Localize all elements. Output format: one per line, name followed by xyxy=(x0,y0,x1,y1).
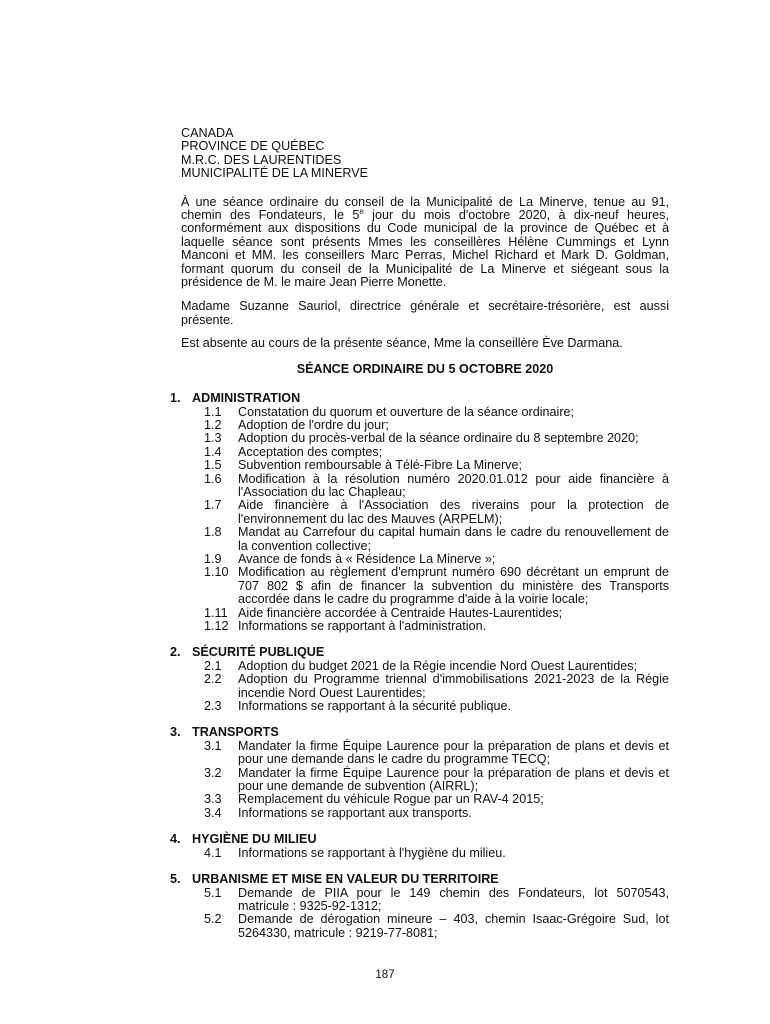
agenda-item-number: 1.6 xyxy=(204,471,222,486)
agenda-item xyxy=(181,740,669,767)
section-title: TRANSPORTS xyxy=(192,725,279,740)
agenda-item xyxy=(181,446,669,459)
section-title: URBANISME ET MISE EN VALEUR DU TERRITOIRE xyxy=(192,872,499,887)
agenda-item-number: 5.2 xyxy=(204,912,222,927)
agenda-item-number: 1.9 xyxy=(204,551,222,566)
agenda-item-number: 1.1 xyxy=(204,404,222,419)
agenda-item-text: Subvention remboursable à Télé-Fibre La Minerve; xyxy=(238,458,522,473)
agenda-item-text: Informations se rapportant aux transports. xyxy=(238,805,472,820)
section-items xyxy=(181,740,669,820)
section-number: 1. xyxy=(170,391,181,406)
intro-paragraph xyxy=(181,196,669,290)
agenda-item-text: Mandater la firme Équipe Laurence pour la préparation de plans et devis et pour une demande dans le cadre du programme TECQ; xyxy=(238,738,669,767)
section-items xyxy=(181,406,669,634)
header-block xyxy=(181,127,669,181)
agenda-item-text: Informations se rapportant à l'administration. xyxy=(238,619,487,633)
agenda-item xyxy=(181,432,669,445)
section-heading xyxy=(170,392,669,405)
section-number: 5. xyxy=(170,872,181,887)
agenda-item xyxy=(181,793,669,806)
agenda-item xyxy=(181,473,669,500)
agenda-item xyxy=(181,419,669,432)
section-heading xyxy=(170,873,669,886)
agenda-item-number: 1.4 xyxy=(204,444,222,459)
agenda-section xyxy=(170,391,669,633)
agenda-item-number: 1.8 xyxy=(204,525,222,540)
agenda-item-text: Adoption du procès-verbal de la séance ordinaire du 8 septembre 2020; xyxy=(238,431,639,446)
intro-superscript: e xyxy=(359,206,364,216)
section-number: 4. xyxy=(170,832,181,847)
agenda-section xyxy=(170,645,669,714)
agenda-item xyxy=(181,620,669,633)
agenda-item xyxy=(181,526,669,553)
section-title: HYGIÈNE DU MILIEU xyxy=(192,832,317,847)
agenda-item-number: 2.3 xyxy=(204,699,222,714)
agenda-item xyxy=(181,607,669,620)
agenda-item-text: Adoption de l'ordre du jour; xyxy=(238,417,389,432)
agenda-item-text: Modification à la résolution numéro 2020.01.012 pour aide financière à l'Association du lac Chapleau; xyxy=(238,471,669,499)
agenda-item-text: Informations se rapportant à l'hygiène du milieu. xyxy=(238,845,506,860)
agenda-item-number: 1.7 xyxy=(204,498,222,513)
agenda-item-number: 2.2 xyxy=(204,672,222,687)
agenda-sections xyxy=(170,391,669,940)
agenda-item xyxy=(181,566,669,606)
agenda-section xyxy=(170,725,669,820)
section-heading xyxy=(170,833,669,846)
agenda-item-number: 3.4 xyxy=(204,805,222,820)
agenda-item-number: 1.3 xyxy=(204,431,222,446)
section-number: 3. xyxy=(170,725,181,740)
section-number: 2. xyxy=(170,645,181,660)
director-paragraph: Madame Suzanne Sauriol, directrice générale et secrétaire-trésorière, est aussi présente. xyxy=(181,299,669,327)
agenda-item-text: Mandater la firme Équipe Laurence pour la préparation de plans et devis et pour une demande de subvention (AIRRL); xyxy=(238,765,669,794)
intro-text-part1: À une séance ordinaire du conseil de la Municipalité de La Minerve, tenue au 91, chemin des Fondateurs, le 5 xyxy=(181,194,669,223)
intro-text-part2: jour du mois d'octobre 2020, à dix-neuf heures, conformément aux dispositions du Code municipal de la province de Québec et à laquelle séance sont présents Mmes les conseillères Hélène Cummings et Lynn Manconi et MM. les conseillers Marc Perras, Michel Richard et Mark D. Goldman, formant quorum du conseil de la Municipalité de La Minerve et siégeant sous la présidence de M. le maire Jean Pierre Monette. xyxy=(181,208,669,290)
agenda-item-text: Mandat au Carrefour du capital humain dans le cadre du renouvellement de la convention collective; xyxy=(238,525,669,553)
agenda-item xyxy=(181,660,669,673)
agenda-item-number: 1.12 xyxy=(204,619,229,633)
agenda-item xyxy=(181,553,669,566)
absence-paragraph: Est absente au cours de la présente séance, Mme la conseillère Ève Darmana. xyxy=(181,336,623,351)
agenda-item-text: Remplacement du véhicule Rogue par un RAV-4 2015; xyxy=(238,792,544,807)
header-province: PROVINCE DE QUÉBEC xyxy=(181,139,325,154)
agenda-item-text: Acceptation des comptes; xyxy=(238,444,383,459)
agenda-item xyxy=(181,406,669,419)
agenda-section xyxy=(170,832,669,860)
agenda-item xyxy=(181,673,669,700)
agenda-item-text: Demande de dérogation mineure – 403, chemin Isaac-Grégoire Sud, lot 5264330, matricule : 9219-77-8081; xyxy=(238,912,669,940)
agenda-item xyxy=(181,807,669,820)
agenda-item xyxy=(181,847,669,860)
section-items xyxy=(181,660,669,714)
agenda-item-text: Informations se rapportant à la sécurité publique. xyxy=(238,699,512,714)
agenda-item xyxy=(181,459,669,472)
agenda-item-text: Adoption du budget 2021 de la Régie incendie Nord Ouest Laurentides; xyxy=(238,658,638,673)
agenda-item-number: 3.1 xyxy=(204,738,222,753)
document-body xyxy=(170,126,669,940)
agenda-item-number: 1.2 xyxy=(204,417,222,432)
header-municipality: MUNICIPALITÉ DE LA MINERVE xyxy=(181,166,369,181)
agenda-item-text: Modification au règlement d'emprunt numéro 690 décrétant un emprunt de 707 802 $ afin de financer la subvention du ministère des Transports accordée dans le cadre du programme d'aide à la voirie locale; xyxy=(238,565,669,607)
agenda-item-number: 1.11 xyxy=(204,605,228,620)
section-title: SÉCURITÉ PUBLIQUE xyxy=(192,645,325,660)
header-country: CANADA xyxy=(181,126,234,140)
section-heading xyxy=(170,726,669,739)
agenda-item-number: 1.10 xyxy=(204,565,229,580)
agenda-item-number: 4.1 xyxy=(204,845,222,860)
agenda-item-number: 1.5 xyxy=(204,458,222,473)
agenda-item xyxy=(181,767,669,794)
section-heading xyxy=(170,646,669,659)
page-number: 187 xyxy=(375,969,395,981)
agenda-item-text: Constatation du quorum et ouverture de la séance ordinaire; xyxy=(238,404,575,419)
section-items xyxy=(181,887,669,941)
agenda-item xyxy=(181,913,669,940)
agenda-item-number: 5.1 xyxy=(204,885,222,900)
agenda-item-number: 3.2 xyxy=(204,765,222,780)
section-items xyxy=(181,847,669,860)
agenda-item xyxy=(181,499,669,526)
agenda-item-text: Avance de fonds à « Résidence La Minerve »; xyxy=(238,551,496,566)
agenda-item xyxy=(181,700,669,713)
header-mrc: M.R.C. DES LAURENTIDES xyxy=(181,152,342,167)
agenda-item-number: 2.1 xyxy=(204,658,222,673)
agenda-item-number: 3.3 xyxy=(204,792,222,807)
section-title: ADMINISTRATION xyxy=(192,391,301,406)
agenda-item-text: Aide financière accordée à Centraide Hautes-Laurentides; xyxy=(238,605,563,620)
agenda-item-text: Adoption du Programme triennal d'immobilisations 2021-2023 de la Régie incendie Nord Ouest Laurentides; xyxy=(238,672,669,700)
agenda-item-text: Aide financière à l'Association des riverains pour la protection de l'environnement du lac des Mauves (ARPELM); xyxy=(238,498,669,526)
agenda-item xyxy=(181,887,669,914)
meeting-title: SÉANCE ORDINAIRE DU 5 OCTOBRE 2020 xyxy=(296,361,554,376)
agenda-section xyxy=(170,872,669,940)
agenda-item-text: Demande de PIIA pour le 149 chemin des Fondateurs, lot 5070543, matricule : 9325-92-1312; xyxy=(238,885,669,913)
